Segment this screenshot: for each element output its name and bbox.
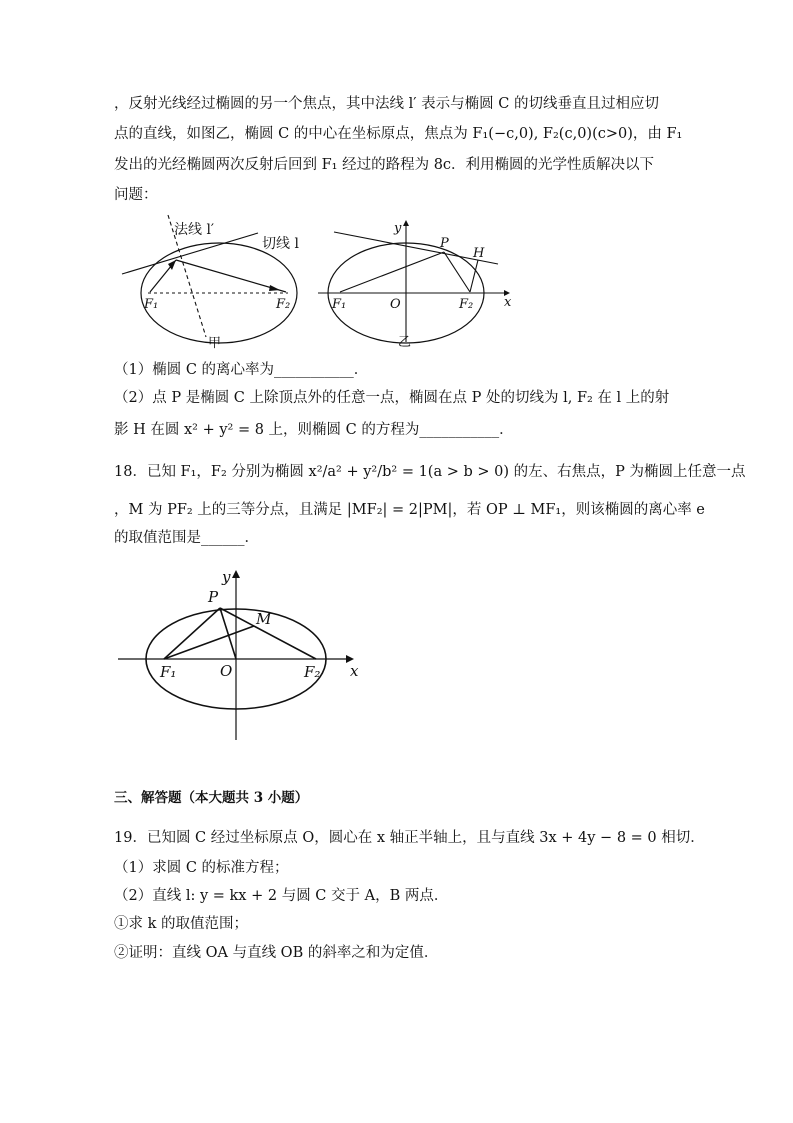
q17-part1: （1）椭圆 C 的离心率为___________． (114, 362, 369, 378)
q19-sub1: ①求 k 的取值范围； (114, 916, 249, 932)
q19-part1: （1）求圆 C 的标准方程； (114, 860, 289, 876)
q19-sub2: ②证明：直线 OA 与直线 OB 的斜率之和为定值． (114, 945, 439, 961)
axis-y-label: y (394, 221, 402, 236)
figure-yi (318, 220, 518, 350)
origin-label: O (220, 662, 233, 680)
focus-f1-label: F₁ (160, 663, 177, 681)
focus-f1-label: F₁ (332, 297, 347, 312)
figure-caption-jia: 甲 (208, 336, 222, 351)
focus-f2-label: F₂ (304, 663, 321, 681)
q19-line-1: 19．已知圆 C 经过坐标原点 O，圆心在 x 轴正半轴上，且与直线 3x + 4y − 8 = 0 相切． (114, 830, 705, 846)
q17-part2-a: （2）点 P 是椭圆 C 上除顶点外的任意一点，椭圆在点 P 处的切线为 l, F₂ 在 l 上的射 (114, 390, 670, 406)
q19-part2: （2）直线 l: y = kx + 2 与圆 C 交于 A，B 两点． (114, 888, 449, 904)
axis-x-label: x (350, 662, 359, 680)
intro-line-4: 问题： (114, 187, 158, 203)
point-h-label: H (473, 246, 485, 261)
focus-f2-label: F₂ (276, 297, 291, 312)
section-heading: 三、解答题（本大题共 3 小题） (114, 790, 309, 806)
axis-y-label: y (222, 568, 231, 586)
figure-18 (116, 564, 366, 744)
q18-line-3: 的取值范围是______． (114, 530, 259, 546)
intro-line-1: ，反射光线经过椭圆的另一个焦点，其中法线 l′ 表示与椭圆 C 的切线垂直且过相应切 (114, 96, 659, 112)
point-p-label: P (208, 588, 219, 606)
q18-line-1: 18．已知 F₁，F₂ 分别为椭圆 x²/a² + y²/b² = 1(a > b > 0) 的左、右焦点，P 为椭圆上任意一点 (114, 464, 746, 480)
figure-caption-yi: 乙 (398, 335, 412, 350)
focus-f1-label: F₁ (144, 297, 159, 312)
origin-label: O (390, 297, 401, 312)
normal-label: 法线 l′ (174, 222, 215, 238)
figure-jia (110, 215, 310, 350)
q17-part2-b: 影 H 在圆 x² + y² = 8 上，则椭圆 C 的方程为___________． (114, 422, 514, 438)
tangent-label: 切线 l (262, 236, 299, 252)
intro-line-3: 发出的光经椭圆两次反射后回到 F₁ 经过的路程为 8c．利用椭圆的光学性质解决以下 (114, 157, 655, 173)
q18-line-2: ，M 为 PF₂ 上的三等分点，且满足 |MF₂| = 2|PM|，若 OP ⊥ MF₁，则该椭圆的离心率 e (114, 502, 705, 518)
point-p-label: P (440, 236, 449, 251)
focus-f2-label: F₂ (459, 297, 474, 312)
point-m-label: M (256, 610, 272, 628)
axis-x-label: x (504, 295, 512, 310)
intro-line-2: 点的直线，如图乙，椭圆 C 的中心在坐标原点，焦点为 F₁(−c,0), F₂(c,0)(c>0)，由 F₁ (114, 126, 683, 142)
